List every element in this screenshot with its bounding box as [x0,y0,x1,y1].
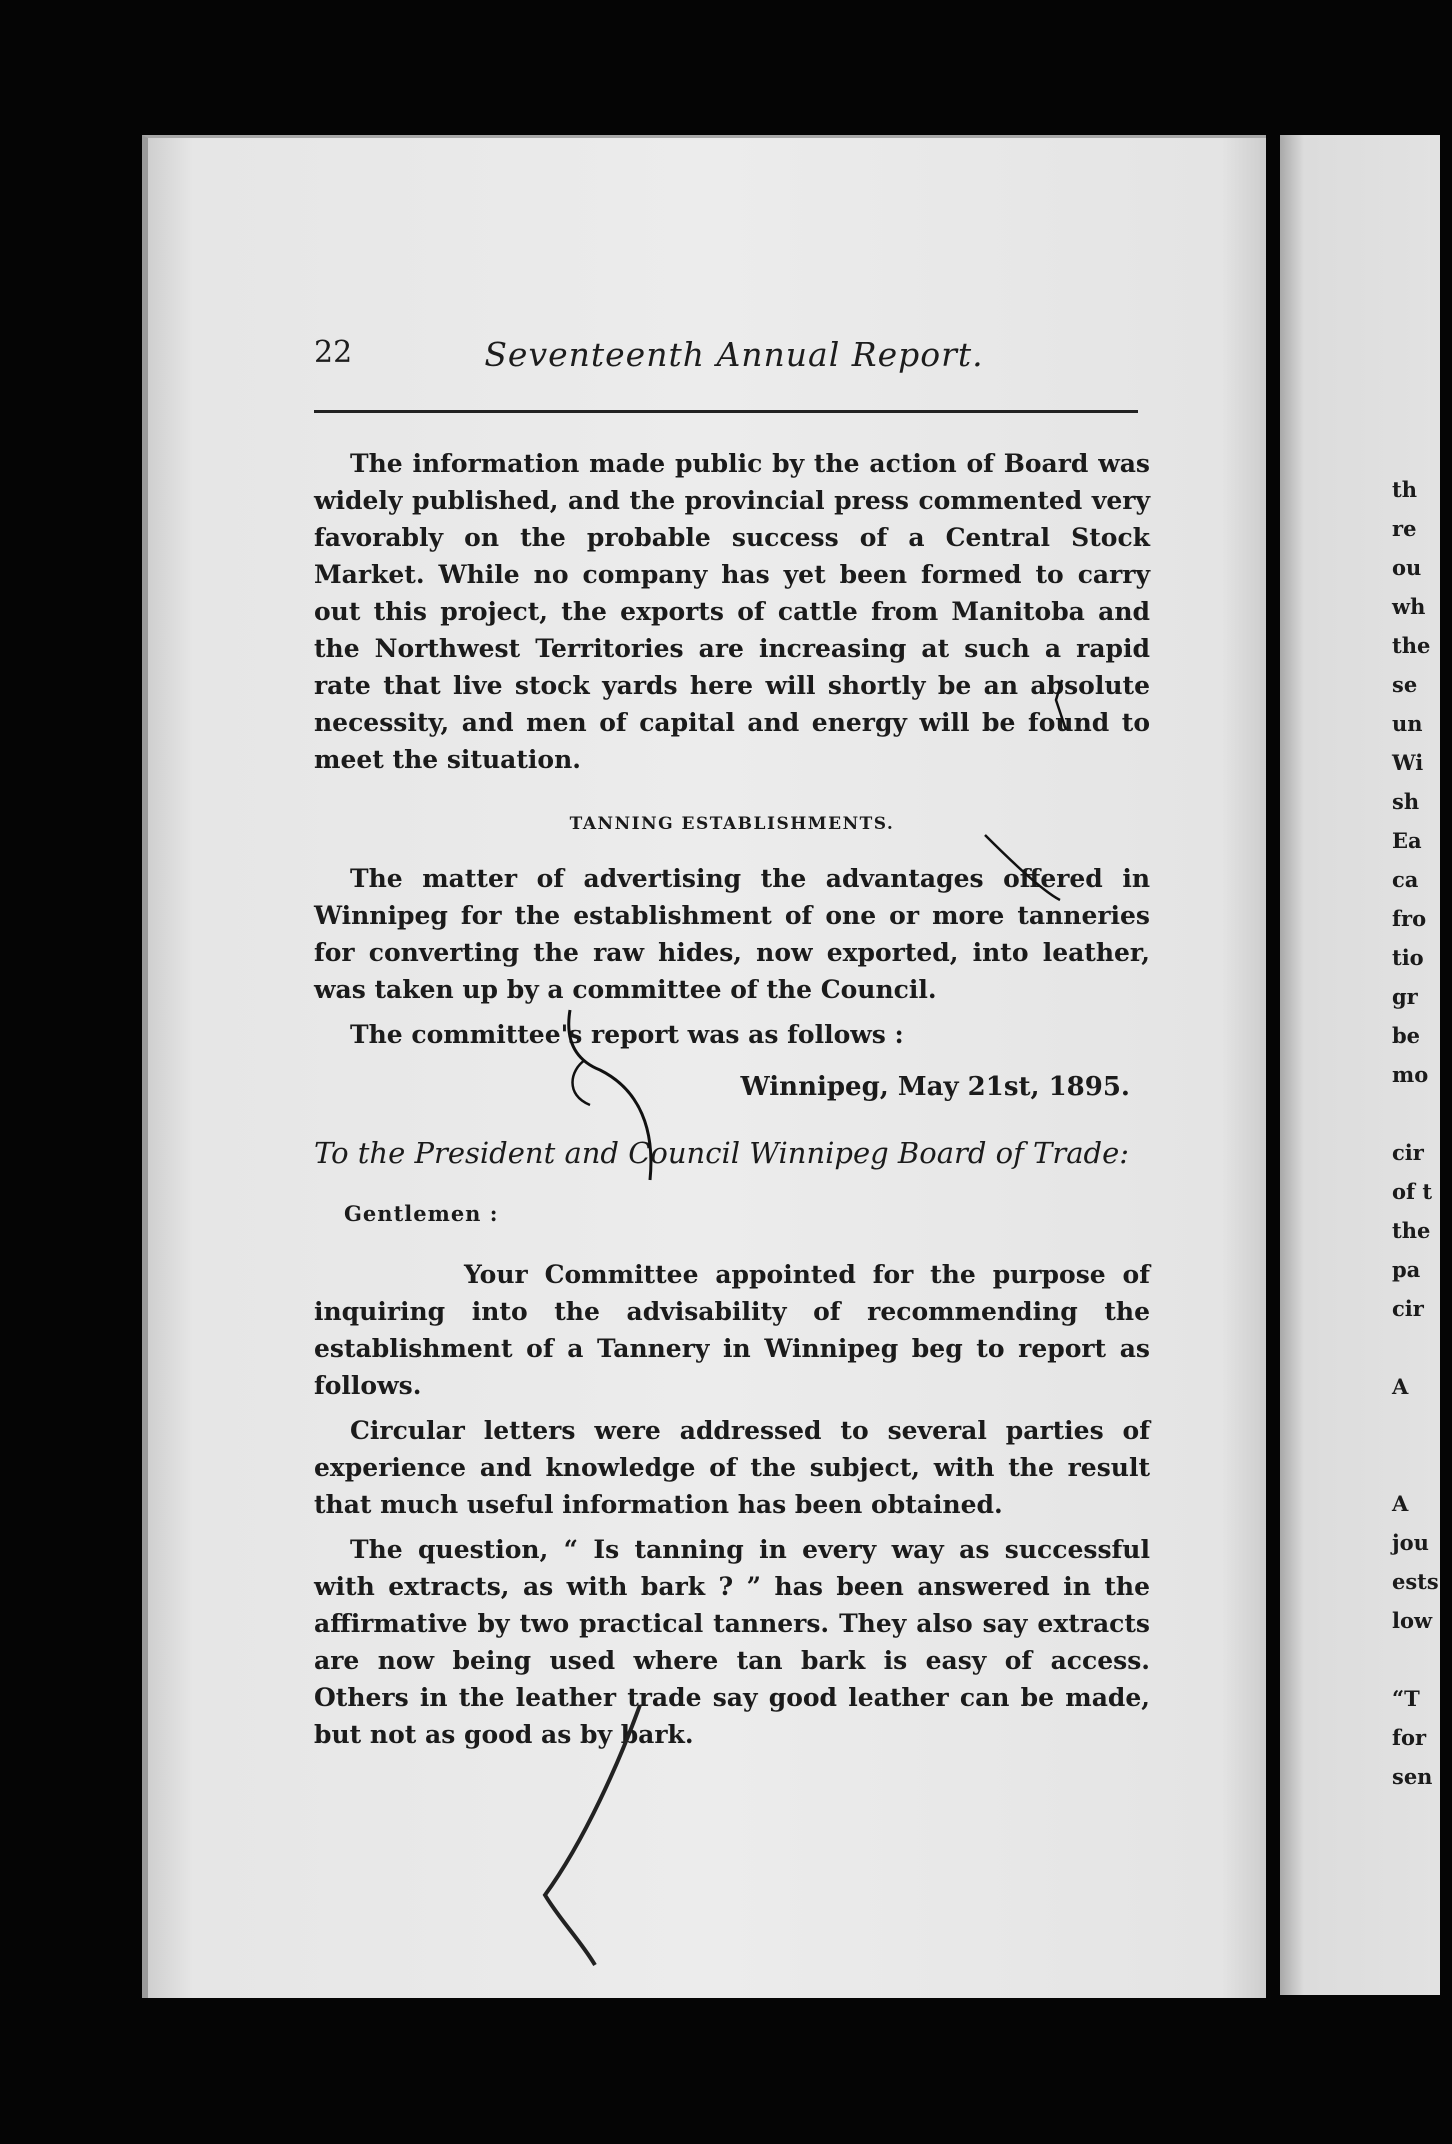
facing-page-fragment: A [1392,1491,1409,1516]
facing-page-text [1392,470,1452,1796]
greeting: Gentlemen : [344,1201,499,1226]
facing-page-fragment: mo [1392,1062,1429,1087]
paragraph-committee-purpose: Your Committee appointed for the purpose of inquiring into the advisability of recommending the establishment of a Tannery in Winnipeg beg to report as follows. [314,1260,1150,1400]
body-text [314,445,1150,1753]
facing-page-fragment [1392,1328,1452,1367]
paragraph-circular-letters: Circular letters were addressed to several parties of experience and knowledge of the subject, with the result that much useful information has been obtained. [314,1416,1150,1519]
facing-page-fragment: pa [1392,1257,1421,1282]
paragraph-tanning-question: The question, “ Is tanning in every way as successful with extracts, as with bark ? ” has been answered in the affirmative by two practical tanners. They also say extracts are now being used where tan bark is easy of access. Others in the leather trade say good leather can be made, but not as good as by bark. [314,1535,1150,1749]
facing-page-fragment: gr [1392,984,1418,1009]
facing-page-fragment: the [1392,633,1431,658]
facing-page-fragment: “T [1392,1686,1420,1711]
section-heading: TANNING ESTABLISHMENTS. [569,814,895,834]
facing-page-fragment: ests [1392,1569,1439,1594]
facing-page-fragment: jou [1392,1530,1429,1555]
dateline: Winnipeg, May 21st, 1895. [740,1072,1130,1102]
page-number: 22 [314,335,353,370]
paragraph-stock-market: The information made public by the action of Board was widely published, and the provincial press commented very favorably on the probable success of a Central Stock Market. While no company has yet been formed to carry out this project, the exports of cattle from Manitoba and the Northwest Territories are increasing at such a rapid rate that live stock yards here will shortly be an absolute necessity, and men of capital and energy will be found to meet the situation. [314,449,1150,774]
facing-page-fragment [1392,1406,1452,1445]
facing-page-fragment: th [1392,477,1417,502]
facing-page-fragment: A [1392,1374,1409,1399]
page-header [314,335,1154,379]
facing-page-fragment: wh [1392,594,1426,619]
facing-page-fragment: be [1392,1023,1421,1048]
paragraph-tanning: The matter of advertising the advantages offered in Winnipeg for the establishment of one or more tanneries for converting the raw hides, now exported, into leather, was taken up by a committee of the Council. [314,864,1150,1004]
facing-page-fragment: re [1392,516,1417,541]
facing-page-fragment: low [1392,1608,1433,1633]
facing-page-fragment: un [1392,711,1423,736]
facing-page-fragment: the [1392,1218,1431,1243]
facing-page-fragment [1392,1094,1452,1133]
header-rule [314,410,1138,413]
facing-page-fragment: Wi [1392,750,1424,775]
facing-page-fragment: cir [1392,1140,1424,1165]
facing-page-fragment: ca [1392,867,1419,892]
facing-page-fragment: sh [1392,789,1420,814]
facing-page-fragment: fro [1392,906,1427,931]
facing-page-fragment: tio [1392,945,1424,970]
facing-page-fragment: sen [1392,1764,1433,1789]
facing-page-fragment: for [1392,1725,1427,1750]
facing-page-fragment: se [1392,672,1418,697]
paragraph-committee-report: The committee's report was as follows : [350,1020,904,1049]
facing-page-fragment: Ea [1392,828,1422,853]
facing-page-fragment: ou [1392,555,1422,580]
running-title: Seventeenth Annual Report. [484,335,984,374]
facing-page-fragment [1392,1640,1452,1679]
facing-page-fragment: of t [1392,1179,1433,1204]
salutation: To the President and Council Winnipeg Board of Trade: [314,1136,1130,1170]
facing-page-fragment: cir [1392,1296,1424,1321]
facing-page-fragment [1392,1445,1452,1484]
